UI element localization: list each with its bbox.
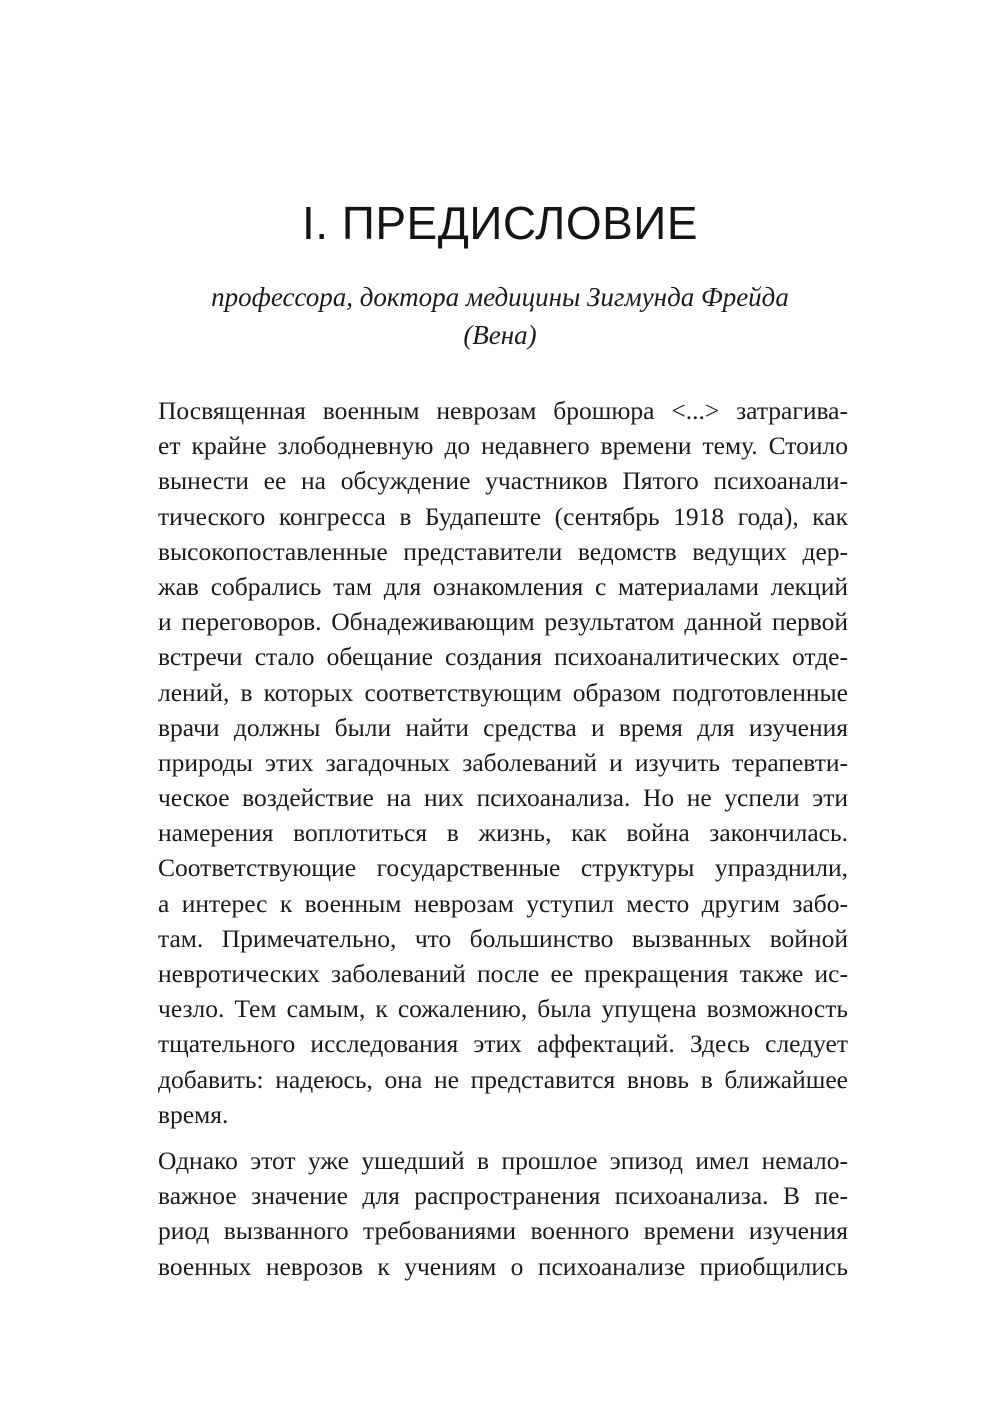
body-paragraph [158, 393, 848, 1132]
text-line: и переговоров. Обнадеживающим результатом данной первой [158, 607, 848, 637]
text-line: там. Примечательно, что большинство вызванных войной [158, 923, 848, 953]
text-line: добавить: надеюсь, она не представится вновь в ближайшее [158, 1064, 848, 1094]
body-paragraph [158, 1143, 848, 1284]
text-line: Посвященная военным неврозам брошюра <...> затрагива- [158, 396, 848, 425]
subtitle-line: (Вена) [463, 320, 537, 350]
text-line: Соответствующие государственные структуры упразднили, [158, 853, 848, 883]
text-line: военных неврозов к учениям о психоанализе приобщились [158, 1251, 848, 1281]
text-line: тщательного исследования этих аффектаций. Здесь следует [158, 1029, 848, 1059]
text-line: невротических заболеваний после ее прекращения также ис- [158, 959, 848, 988]
text-line: время. [158, 1099, 229, 1129]
text-line: жав собрались там для ознакомления с материалами лекций [158, 571, 848, 601]
subtitle-line: профессора, доктора медицины Зигмунда Фрейда [211, 282, 789, 312]
text-line: врачи должны были найти средства и время для изучения [158, 712, 848, 742]
chapter-subtitle [150, 278, 850, 354]
text-line: вынести ее на обсуждение участников Пятого психоанали- [158, 466, 848, 496]
text-line: ческое воздействие на них психоанализа. Но не успели эти [158, 783, 848, 813]
text-line: ет крайне злободневную до недавнего времени тему. Стоило [158, 431, 848, 461]
text-line: Однако этот уже ушедший в прошлое эпизод имел немало- [158, 1146, 848, 1175]
text-line: тического конгресса в Будапеште (сентябрь 1918 года), как [158, 501, 848, 531]
text-line: важное значение для распространения психоанализа. В пе- [158, 1181, 848, 1211]
chapter-title: I. ПРЕДИСЛОВИЕ [301, 197, 699, 249]
text-line: намерения воплотиться в жизнь, как война закончилась. [158, 818, 848, 848]
text-line: чезло. Тем самым, к сожалению, была упущена возможность [158, 994, 848, 1024]
text-line: а интерес к военным неврозам уступил место другим забо- [158, 888, 848, 918]
text-line: высокопоставленные представители ведомств ведущих дер- [158, 536, 848, 566]
text-line: природы этих загадочных заболеваний и изучить терапевти- [158, 747, 848, 777]
text-line: риод вызванного требованиями военного времени изучения [158, 1216, 848, 1246]
text-line: лений, в которых соответствующим образом подготовленные [158, 677, 848, 707]
text-line: встречи стало обещание создания психоаналитических отде- [158, 642, 848, 672]
